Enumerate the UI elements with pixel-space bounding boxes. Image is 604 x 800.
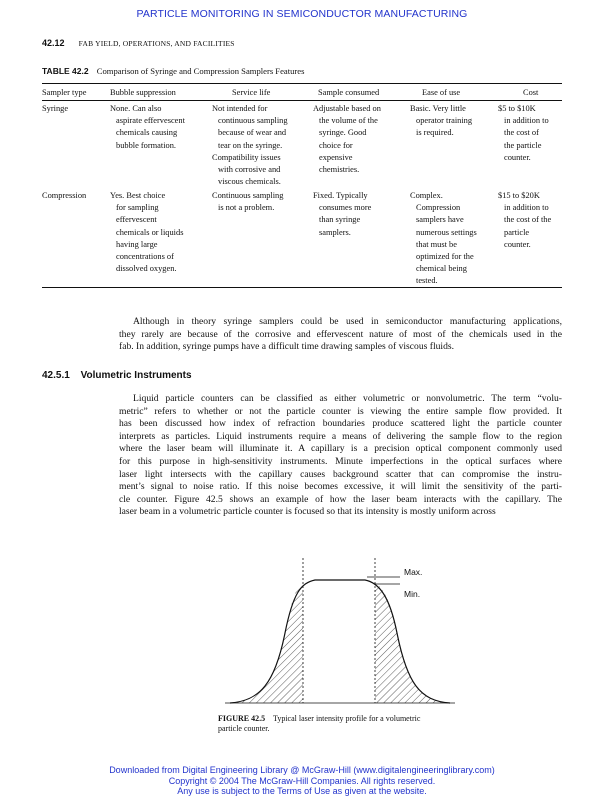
min-label: Min. [404,589,421,599]
cell-bubble-suppression: None. Can also aspirate effervescent chemicals causing bubble formation. [110,104,185,150]
section-heading [42,370,192,381]
cell-bubble-suppression: Yes. Best choice for sampling effervescent chemicals or liquids having large concentrations of dissolved oxygen. [110,191,184,274]
cell-cost: $15 to $20K in addition to the cost of the particle counter. [498,191,552,249]
header-sample-consumed: Sample consumed [318,88,380,97]
footer-download-link[interactable]: Downloaded from Digital Engineering Library @ McGraw-Hill (www.digitalengineeringlibrary.com) [109,765,495,775]
laser-intensity-figure [215,553,465,713]
right-hatched-region [375,583,450,703]
table-caption [42,66,304,76]
table-caption-text: Comparison of Syringe and Compression Samplers Features [96,66,305,76]
header-ease-of-use: Ease of use [422,88,461,97]
chapter-title: FAB YIELD, OPERATIONS, AND FACILITIES [78,39,235,48]
body-paragraph-2: Liquid particle counters can be classified as either volumetric or nonvolumetric. The term “volu- metric” refers to whether or not the particle counter is viewing the entire sample flow provided. It has been discussed how index of refraction boundaries produce scattered light the particle counter interprets as particles. Liquid instruments require a means of delivering the sample flow to the region where the laser beam will illuminate it. A capillary is a precision optical component commonly used for this purpose in high-sensitivity instruments. Minute imperfections in the optical surfaces where laser light intersects with the capillary causes background scatter that can compromise the instru- ment’s signal to noise ratio. If this noise becomes excessive, it will limit the sensitivity of the parti- cle counter. Figure 42.5 shows an example of how the laser beam interacts with the capillary. The laser beam in a volumetric particle counter is focused so that its intensity is mostly uniform across [119,393,562,518]
cell-ease-of-use: Basic. Very little operator training is required. [410,104,473,138]
figure-caption [218,714,478,734]
table-top-rule [42,83,562,84]
cell-sampler-type: Compression [42,191,87,200]
table-bottom-rule [42,287,562,288]
header-bubble-suppression: Bubble suppression [110,88,176,97]
page-footer [0,765,604,797]
figure-number: FIGURE 42.5 [218,714,266,723]
page-number: 42.12 [42,38,65,48]
header-sampler-type: Sampler type [42,88,87,97]
max-label: Max. [404,567,423,577]
body-paragraph-1: Although in theory syringe samplers could be used in semiconductor manufacturing applications, they rarely are because of the corrosive and effervescent nature of most of the chemicals used in the fab. In addition, syringe pumps have a difficult time drawing samples of viscous fluids. [119,316,562,353]
cell-ease-of-use: Complex. Compression samplers have numerous settings that must be optimized for the chemical being tested. [410,191,477,286]
footer-terms: Any use is subject to the Terms of Use as given at the website. [177,786,427,796]
cell-sample-consumed: Fixed. Typically consumes more than syringe samplers. [313,191,372,237]
cell-sampler-type: Syringe [42,104,69,113]
cell-sample-consumed: Adjustable based on the volume of the syringe. Good choice for expensive chemistries. [313,104,381,175]
section-title: Volumetric Instruments [80,370,192,381]
page-banner: PARTICLE MONITORING IN SEMICONDUCTOR MANUFACTURING [136,8,468,20]
section-number: 42.5.1 [42,370,70,381]
figure-caption-line2: particle counter. [218,724,270,733]
cell-service-life: Continuous sampling is not a problem. [212,191,284,213]
figure-caption-line1: Typical laser intensity profile for a volumetric [272,714,421,723]
table-number: TABLE 42.2 [42,66,89,76]
left-hatched-region [230,584,303,703]
table-header-rule [42,100,562,101]
header-cost: Cost [523,88,539,97]
header-service-life: Service life [232,88,271,97]
cell-cost: $5 to $10K in addition to the cost of the particle counter. [498,104,549,162]
footer-copyright: Copyright © 2004 The McGraw-Hill Companies. All rights reserved. [168,775,436,786]
cell-service-life: Not intended for continuous sampling because of wear and tear on the syringe. Compatibility issues with corrosive and viscous chemicals. [212,104,288,187]
running-head [42,38,235,48]
